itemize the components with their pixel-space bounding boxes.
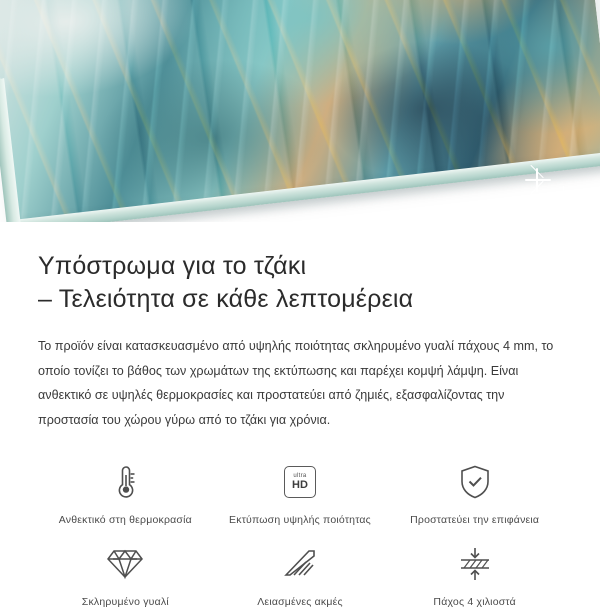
feature-item [38,458,213,526]
thickness-arrows-icon [448,540,502,588]
feature-label: Σκληρυμένο γυαλί [81,596,169,608]
badge-top-text: ultra [293,473,307,480]
headline-line-2: – Τελειότητα σε κάθε λεπτομέρεια [38,285,414,313]
description-paragraph: Το προϊόν είναι κατασκευασμένο από υψηλής ποιότητας σκληρυμένο γυαλί πάχους 4 mm, το οποίο τονίζει το βάθος των χρωμάτων της εκτύπωσης και παρέχει κομψή λάμψη. Είναι ανθεκτικό σε υψηλές θερμοκρασίες και προστατεύει από ζημιές, εξασφαλίζοντας την προστασία του χώρου γύρω από το τζάκι για χρόνια. [38,339,554,427]
page-title [38,250,562,316]
feature-grid [38,458,562,608]
headline-line-1: Υπόστρωμα για το τζάκι [38,252,307,280]
feature-label: Πάχος 4 χιλιοστά [433,596,516,608]
badge-bottom-text: HD [292,479,308,492]
thermometer-icon [98,458,152,506]
feature-item [387,458,562,526]
feature-label: Εκτύπωση υψηλής ποιότητας [229,514,371,527]
feature-label: Προστατεύει την επιφάνεια [410,514,540,527]
polished-edges-icon [273,540,327,588]
feature-item [38,540,213,608]
hero-image [0,0,600,222]
ultra-hd-badge-icon [273,458,327,506]
shield-check-icon [448,458,502,506]
feature-label: Λειασμένες ακμές [257,596,343,608]
hero-image-inner [0,0,600,222]
feature-label: Ανθεκτικό στη θερμοκρασία [58,514,192,527]
feature-item [213,458,388,526]
content-area [0,250,600,608]
feature-item [387,540,562,608]
feature-item [213,540,388,608]
diamond-icon [98,540,152,588]
